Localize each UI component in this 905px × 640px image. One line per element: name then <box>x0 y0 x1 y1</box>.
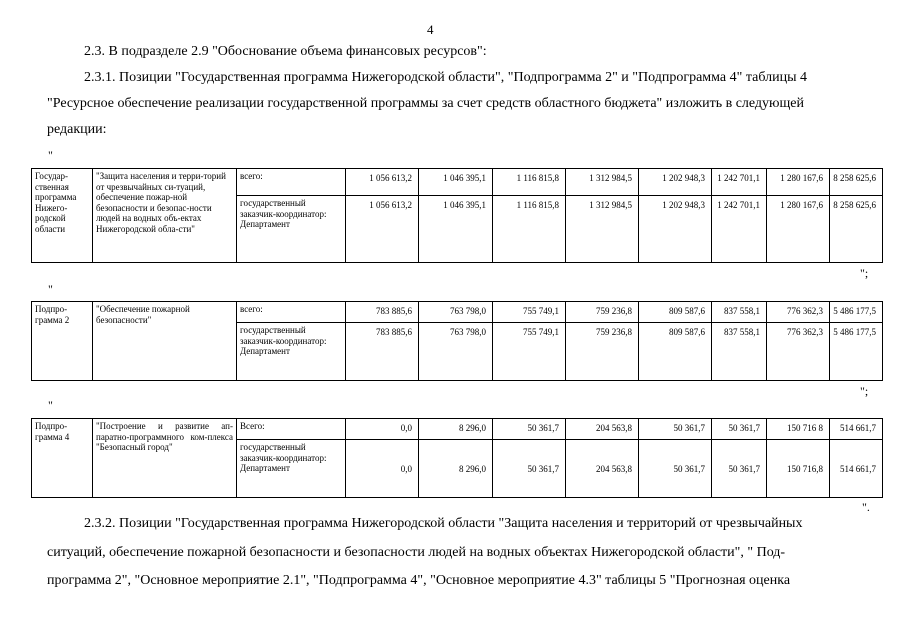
table-cell: 50 361,7 <box>712 440 767 498</box>
row-label: всего: <box>237 302 346 323</box>
paragraph-line: ситуаций, обеспечение пожарной безопасности и безопасности людей на водных объектах Нижегородской области", " Под- <box>47 545 786 560</box>
close-quote: "; <box>860 266 869 280</box>
row-label: государственный заказчик-координатор: Департамент <box>237 323 346 381</box>
row-label: государственный заказчик-координатор: Департамент <box>237 440 346 498</box>
table-cell: 776 362,3 <box>767 302 830 323</box>
table-cell: 783 885,6 <box>346 323 419 381</box>
table-row <box>32 302 883 323</box>
table-cell: 150 716 8 <box>767 419 830 440</box>
table-cell: 1 046 395,1 <box>419 169 493 196</box>
resource-table-program <box>31 168 883 263</box>
program-name: Подпро-грамма 2 <box>32 302 93 381</box>
page-number: 4 <box>427 22 434 37</box>
table-cell: 8 296,0 <box>419 419 493 440</box>
table-cell: 0,0 <box>346 440 419 498</box>
paragraph-line: 2.3.1. Позиции "Государственная программа Нижегородской области", "Подпрограмма 2" и "Подпрограмма 4" таблицы 4 <box>84 70 807 85</box>
program-title: "Защита населения и терри-торий от чрезвычайных си-туаций, обеспечение пожар-ной безопасности и безопас-ности людей на водных объ-ектах Нижегородской обла-сти" <box>93 169 237 263</box>
table-cell: 1 202 948,3 <box>639 169 712 196</box>
table-cell: 1 056 613,2 <box>346 169 419 196</box>
table-cell: 50 361,7 <box>493 440 566 498</box>
table-cell: 759 236,8 <box>566 323 639 381</box>
table-cell: 514 661,7 <box>830 419 883 440</box>
paragraph-line: 2.3.2. Позиции "Государственная программа Нижегородской области "Защита населения и территорий от чрезвычайных <box>84 516 803 531</box>
open-quote: " <box>48 398 53 412</box>
program-name: Государ-ственная программа Нижего-родской области <box>32 169 93 263</box>
table-cell: 150 716,8 <box>767 440 830 498</box>
table-cell: 1 242 701,1 <box>712 196 767 263</box>
table-cell: 50 361,7 <box>639 419 712 440</box>
section-heading: 2.3. В подразделе 2.9 "Обоснование объема финансовых ресурсов": <box>84 44 487 59</box>
table-cell: 1 202 948,3 <box>639 196 712 263</box>
table-cell: 1 312 984,5 <box>566 196 639 263</box>
table-cell: 50 361,7 <box>493 419 566 440</box>
table-cell: 5 486 177,5 <box>830 302 883 323</box>
table-cell: 204 563,8 <box>566 419 639 440</box>
resource-table-subprogram-2 <box>31 301 883 381</box>
table-cell: 763 798,0 <box>419 302 493 323</box>
table-cell: 8 296,0 <box>419 440 493 498</box>
table-cell: 1 116 815,8 <box>493 169 566 196</box>
table-cell: 1 242 701,1 <box>712 169 767 196</box>
table-cell: 1 312 984,5 <box>566 169 639 196</box>
table-cell: 1 280 167,6 <box>767 196 830 263</box>
program-title: "Построение и развитие ап-паратно-программного ком-плекса "Безопасный город" <box>93 419 237 498</box>
row-label: всего: <box>237 169 346 196</box>
table-cell: 755 749,1 <box>493 323 566 381</box>
table-cell: 204 563,8 <box>566 440 639 498</box>
table-cell: 5 486 177,5 <box>830 323 883 381</box>
table-cell: 0,0 <box>346 419 419 440</box>
table-cell: 837 558,1 <box>712 323 767 381</box>
table-cell: 809 587,6 <box>639 302 712 323</box>
resource-table-subprogram-4 <box>31 418 883 498</box>
table-cell: 1 046 395,1 <box>419 196 493 263</box>
table-cell: 1 056 613,2 <box>346 196 419 263</box>
table-cell: 50 361,7 <box>639 440 712 498</box>
table-cell: 8 258 625,6 <box>830 169 883 196</box>
close-quote: ". <box>862 500 870 514</box>
table-row <box>32 169 883 196</box>
table-cell: 514 661,7 <box>830 440 883 498</box>
table-cell: 776 362,3 <box>767 323 830 381</box>
open-quote: " <box>48 282 53 296</box>
table-cell: 783 885,6 <box>346 302 419 323</box>
table-cell: 8 258 625,6 <box>830 196 883 263</box>
table-cell: 837 558,1 <box>712 302 767 323</box>
row-label: Всего: <box>237 419 346 440</box>
table-cell: 50 361,7 <box>712 419 767 440</box>
table-cell: 763 798,0 <box>419 323 493 381</box>
paragraph-line: редакции: <box>47 122 107 137</box>
open-quote: " <box>48 148 53 162</box>
table-cell: 759 236,8 <box>566 302 639 323</box>
paragraph-line: "Ресурсное обеспечение реализации государственной программы за счет средств областного бюджета" изложить в следующей <box>47 96 804 111</box>
close-quote: "; <box>860 384 869 398</box>
table-cell: 809 587,6 <box>639 323 712 381</box>
table-row <box>32 419 883 440</box>
program-name: Подпро-грамма 4 <box>32 419 93 498</box>
program-title: "Обеспечение пожарной безопасности" <box>93 302 237 381</box>
paragraph-line: программа 2", "Основное мероприятие 2.1", "Подпрограмма 4", "Основное мероприятие 4.3" таблицы 5 "Прогнозная оценка <box>47 573 791 588</box>
table-cell: 1 116 815,8 <box>493 196 566 263</box>
row-label: государственный заказчик-координатор: Департамент <box>237 196 346 263</box>
table-cell: 755 749,1 <box>493 302 566 323</box>
table-cell: 1 280 167,6 <box>767 169 830 196</box>
